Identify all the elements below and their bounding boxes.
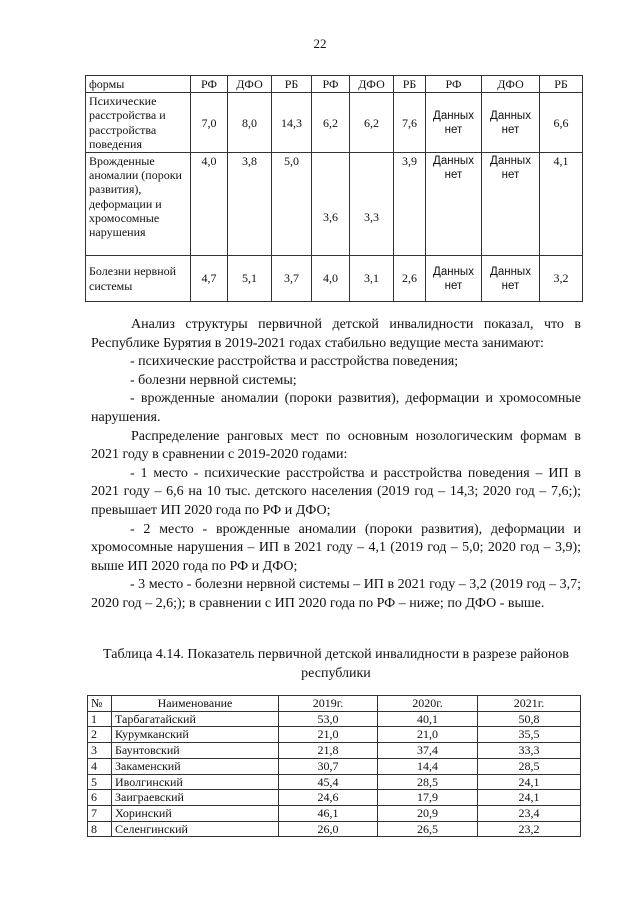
table-row: [88, 711, 581, 727]
district-name: Тарбагатайский: [112, 711, 279, 727]
table-row: [88, 727, 581, 743]
table-row: [88, 805, 581, 821]
header-cell: 2019г.: [279, 696, 378, 712]
row-label: Болезни нервной системы: [86, 256, 191, 302]
table-cell: 45,4: [279, 774, 378, 790]
table-cell: 40,1: [378, 711, 478, 727]
table-cell: Данных нет: [426, 256, 482, 302]
header-cell: Наименование: [112, 696, 279, 712]
row-number: 5: [88, 774, 112, 790]
row-number: 8: [88, 821, 112, 837]
table-cell: 20,9: [378, 805, 478, 821]
row-number: 3: [88, 743, 112, 759]
row-number: 2: [88, 727, 112, 743]
table-cell: 46,1: [279, 805, 378, 821]
table-cell: 3,9: [394, 153, 426, 256]
header-cell: ДФО: [482, 76, 540, 93]
table-cell: 6,6: [540, 93, 583, 153]
paragraph: - 3 место - болезни нервной системы – ИП в 2021 году – 3,2 (2019 год – 3,7; 2020 год – 2,6;); в сравнении с ИП 2020 года по РФ – ниже; по ДФО - выше.: [91, 577, 581, 611]
table-cell: 3,2: [540, 256, 583, 302]
paragraph: - врожденные аномалии (пороки развития), деформации и хромосомные нарушения.: [91, 391, 581, 425]
table-row: [88, 821, 581, 837]
table-cell: 33,3: [478, 743, 581, 759]
paragraph: Анализ структуры первичной детской инвалидности показал, что в Республике Бурятия в 2019-2021 годах стабильно ведущие места занимают:: [91, 317, 581, 351]
row-label: Психические расстройства и расстройства поведения: [86, 93, 191, 153]
header-cell: ДФО: [228, 76, 272, 93]
district-name: Курумканский: [112, 727, 279, 743]
table-cell: 2,6: [394, 256, 426, 302]
table-cell: 3,7: [272, 256, 312, 302]
table-cell: 23,2: [478, 821, 581, 837]
header-cell: 2020г.: [378, 696, 478, 712]
row-number: 4: [88, 758, 112, 774]
table-cell: 26,0: [279, 821, 378, 837]
table-cell: 28,5: [378, 774, 478, 790]
district-name: Баунтовский: [112, 743, 279, 759]
table-row: [88, 758, 581, 774]
header-cell: №: [88, 696, 112, 712]
header-cell: формы: [86, 76, 191, 93]
table-cell: 24,1: [478, 790, 581, 806]
district-name: Селенгинский: [112, 821, 279, 837]
districts-table: [87, 695, 581, 837]
header-cell: РФ: [191, 76, 228, 93]
table-cell: 21,8: [279, 743, 378, 759]
table-caption: Таблица 4.14. Показатель первичной детской инвалидности в разрезе районов республики: [103, 647, 569, 681]
page-number: 22: [313, 36, 327, 51]
table-cell: 14,3: [272, 93, 312, 153]
table-cell: 8,0: [228, 93, 272, 153]
table-cell: 23,4: [478, 805, 581, 821]
table-cell: Данных нет: [482, 93, 540, 153]
table-cell: 50,8: [478, 711, 581, 727]
table-cell: 14,4: [378, 758, 478, 774]
header-cell: РБ: [272, 76, 312, 93]
paragraph: Распределение ранговых мест по основным нозологическим формам в 2021 году в сравнении с 2019-2020 годами:: [91, 428, 581, 463]
header-cell: РФ: [312, 76, 350, 93]
row-number: 7: [88, 805, 112, 821]
table-cell: 35,5: [478, 727, 581, 743]
table-row: [88, 743, 581, 759]
table-row: [86, 153, 583, 256]
table-cell: 3,8: [228, 153, 272, 256]
table-cell: 17,9: [378, 790, 478, 806]
header-cell: ДФО: [350, 76, 394, 93]
table-cell: 6,2: [350, 93, 394, 153]
paragraph: - 1 место - психические расстройства и расстройства поведения – ИП в 2021 году – 6,6 на 10 тыс. детского населения (2019 год – 14,3; 2020 год – 7,6;); превышает ИП 2020 года по РФ и ДФО;: [91, 465, 581, 518]
table-cell: 3,3: [350, 153, 394, 256]
district-name: Иволгинский: [112, 774, 279, 790]
header-cell: РБ: [540, 76, 583, 93]
table-cell: 5,1: [228, 256, 272, 302]
nosology-comparison-table: [85, 75, 583, 302]
table-cell: 7,6: [394, 93, 426, 153]
header-cell: 2021г.: [478, 696, 581, 712]
table-cell: 3,1: [350, 256, 394, 302]
row-number: 1: [88, 711, 112, 727]
table-cell: 4,0: [191, 153, 228, 256]
table-cell: 26,5: [378, 821, 478, 837]
table-cell: 28,5: [478, 758, 581, 774]
district-name: Хоринский: [112, 805, 279, 821]
table-row: [88, 790, 581, 806]
table-cell: 24,1: [478, 774, 581, 790]
table-cell: Данных нет: [426, 93, 482, 153]
table-row: [88, 774, 581, 790]
table-cell: 4,1: [540, 153, 583, 256]
row-label: Врожденные аномалии (пороки развития), деформации и хромосомные нарушения: [86, 153, 191, 256]
district-name: Заиграевский: [112, 790, 279, 806]
table-cell: 24,6: [279, 790, 378, 806]
header-cell: РФ: [426, 76, 482, 93]
table-cell: 4,7: [191, 256, 228, 302]
paragraph: - 2 место - врожденные аномалии (пороки развития), деформации и хромосомные нарушения – ИП в 2021 году – 4,1 (2019 год – 5,0; 2020 год – 3,9); выше ИП 2020 года по РФ и ДФО;: [91, 521, 581, 574]
table-cell: 21,0: [279, 727, 378, 743]
table-header-row: [86, 76, 583, 93]
table-cell: Данных нет: [482, 153, 540, 256]
table-cell: 53,0: [279, 711, 378, 727]
table-cell: 21,0: [378, 727, 478, 743]
district-name: Закаменский: [112, 758, 279, 774]
table-cell: 6,2: [312, 93, 350, 153]
table-header-row: [88, 696, 581, 712]
table-row: [86, 93, 583, 153]
table-cell: 37,4: [378, 743, 478, 759]
body-text: [91, 316, 581, 614]
table-cell: 3,6: [312, 153, 350, 256]
table-row: [86, 256, 583, 302]
header-cell: РБ: [394, 76, 426, 93]
table-cell: 7,0: [191, 93, 228, 153]
table-cell: Данных нет: [426, 153, 482, 256]
table-cell: Данных нет: [482, 256, 540, 302]
row-number: 6: [88, 790, 112, 806]
table-cell: 5,0: [272, 153, 312, 256]
paragraph: - болезни нервной системы;: [130, 372, 297, 388]
table-cell: 4,0: [312, 256, 350, 302]
table-cell: 30,7: [279, 758, 378, 774]
paragraph: - психические расстройства и расстройства поведения;: [130, 354, 459, 370]
